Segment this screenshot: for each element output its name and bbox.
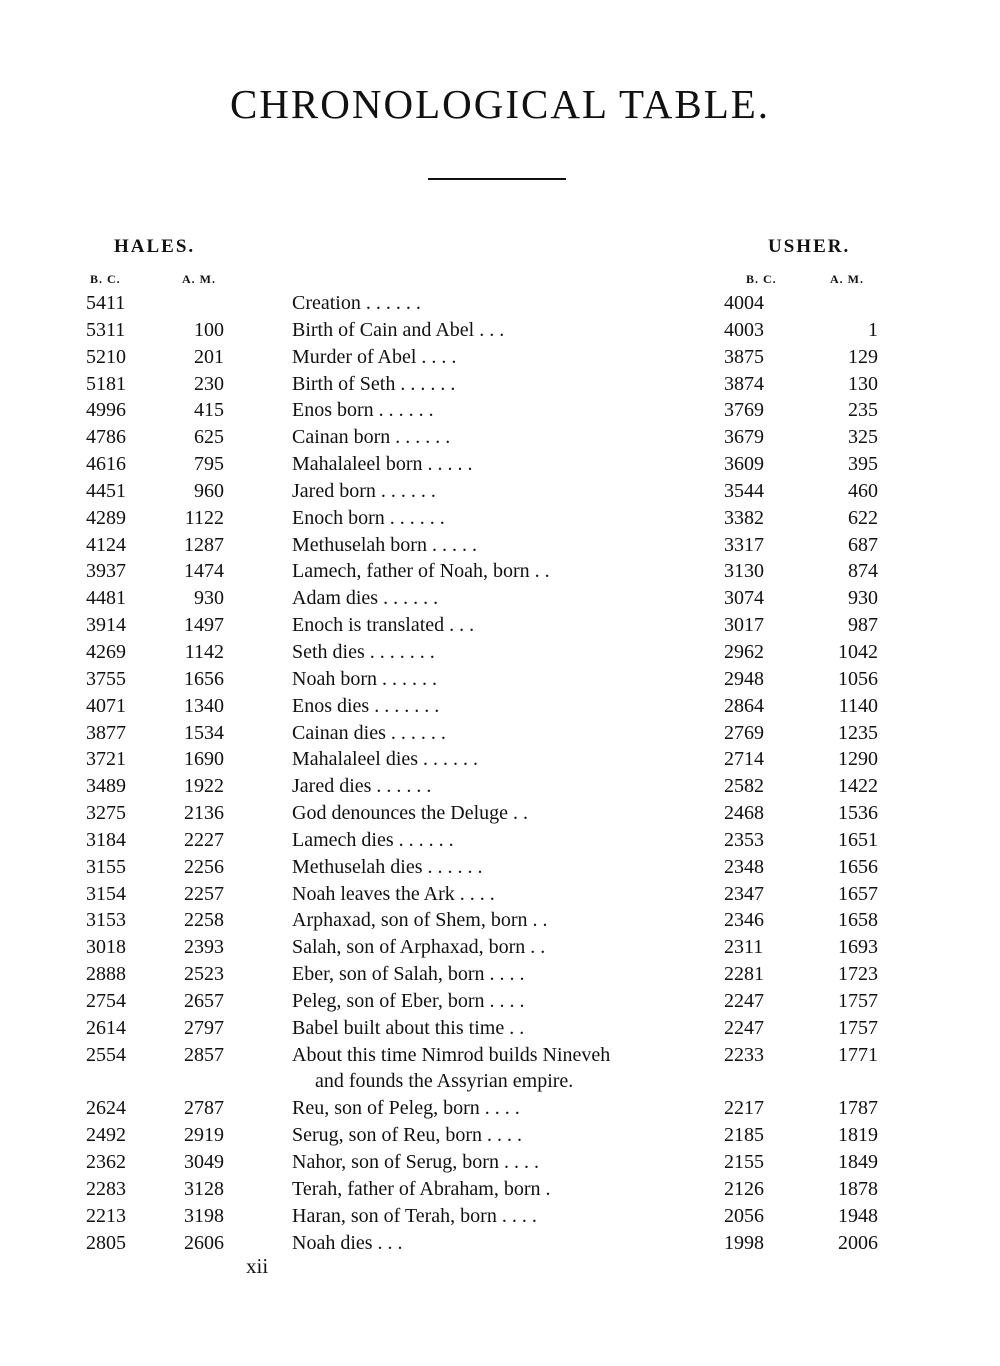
event-text: Nahor, son of Serug, born . . . . <box>292 1151 539 1173</box>
usher-am-header: A. M. <box>830 272 864 286</box>
usher-bc-cell: 3017 <box>724 614 764 637</box>
usher-am-cell: 1757 <box>838 989 878 1012</box>
hales-am-cell: 2136 <box>184 802 224 825</box>
hales-bc-cell: 3877 <box>86 721 126 744</box>
usher-bc-cell: 3382 <box>724 506 764 529</box>
usher-bc-cell: 2962 <box>724 640 764 663</box>
usher-am-cell: 130 <box>848 372 878 395</box>
table-row <box>0 934 1000 961</box>
table-row <box>0 505 1000 532</box>
hales-bc-cell: 3275 <box>86 802 126 825</box>
table-row <box>0 773 1000 800</box>
hales-am-cell: 1340 <box>184 694 224 717</box>
event-text: Jared born . . . . . . <box>292 479 436 502</box>
event-text: Birth of Cain and Abel . . . <box>292 318 505 341</box>
page-number: xii <box>246 1254 269 1278</box>
event-cell <box>292 1176 702 1203</box>
usher-am-cell: 1656 <box>838 855 878 878</box>
hales-am-cell: 2919 <box>184 1124 224 1147</box>
usher-bc-header: B. C. <box>746 272 777 286</box>
event-cell <box>292 639 702 666</box>
event-cell <box>292 585 702 612</box>
table-row <box>0 1122 1000 1149</box>
hales-bc-cell: 4481 <box>86 587 126 610</box>
hales-am-header: A. M. <box>182 272 216 286</box>
event-cell <box>292 1203 702 1230</box>
event-cell <box>292 371 702 398</box>
event-cell <box>292 478 702 505</box>
hales-am-cell: 3128 <box>184 1177 224 1200</box>
event-cell <box>292 720 702 747</box>
table-row <box>0 988 1000 1015</box>
event-text: Salah, son of Arphaxad, born . . <box>292 936 546 959</box>
usher-am-cell: 129 <box>848 345 878 368</box>
hales-bc-cell: 2805 <box>86 1231 126 1254</box>
usher-am-cell: 1849 <box>838 1151 878 1173</box>
table-row <box>0 639 1000 666</box>
event-text: Cainan born . . . . . . <box>292 426 451 449</box>
event-cell <box>292 317 702 344</box>
hales-bc-cell: 2888 <box>86 963 126 986</box>
usher-bc-cell: 2468 <box>724 802 764 825</box>
hales-heading: HALES. <box>114 236 196 257</box>
table-row <box>0 666 1000 693</box>
event-cell <box>292 934 702 961</box>
usher-bc-cell: 2864 <box>724 694 764 717</box>
usher-bc-cell: 3769 <box>724 399 764 422</box>
hales-am-cell: 2787 <box>184 1097 224 1120</box>
hales-bc-cell: 3489 <box>86 775 126 798</box>
hales-am-cell: 1922 <box>184 775 224 798</box>
usher-bc-cell: 3130 <box>724 560 764 583</box>
hales-bc-cell: 4124 <box>86 533 126 556</box>
event-text: Noah born . . . . . . <box>292 667 437 690</box>
usher-am-cell: 1042 <box>838 640 878 663</box>
usher-bc-cell: 3874 <box>724 372 764 395</box>
hales-bc-cell: 4996 <box>86 399 126 422</box>
table-row <box>0 1176 1000 1203</box>
event-text: Mahalaleel dies . . . . . . <box>292 748 479 771</box>
event-cell <box>292 1095 702 1122</box>
usher-bc-cell: 2185 <box>724 1124 764 1147</box>
usher-am-cell: 325 <box>848 426 878 449</box>
usher-am-cell: 1056 <box>838 667 878 690</box>
event-text: Enos dies . . . . . . . <box>292 694 440 717</box>
event-cell <box>292 344 702 371</box>
hales-bc-cell: 2614 <box>86 1016 126 1039</box>
usher-bc-cell: 2348 <box>724 855 764 878</box>
hales-am-cell: 1690 <box>184 748 224 771</box>
hales-am-cell: 2393 <box>184 936 224 959</box>
event-text: Cainan dies . . . . . . <box>292 721 446 744</box>
event-cell <box>292 881 702 908</box>
event-cell <box>292 693 702 720</box>
hales-am-cell: 2523 <box>184 963 224 986</box>
hales-am-cell: 2257 <box>184 882 224 905</box>
hales-bc-cell: 4616 <box>86 453 126 476</box>
usher-am-cell: 1819 <box>838 1124 878 1147</box>
usher-am-cell: 1651 <box>838 828 878 851</box>
chronology-table <box>0 290 1000 1256</box>
hales-bc-cell: 4071 <box>86 694 126 717</box>
table-row <box>0 478 1000 505</box>
table-row <box>0 424 1000 451</box>
event-cell <box>292 907 702 934</box>
hales-bc-cell: 2754 <box>86 989 126 1012</box>
table-row <box>0 720 1000 747</box>
usher-am-cell: 1657 <box>838 882 878 905</box>
event-cell <box>292 1230 702 1257</box>
event-text: Creation . . . . . . <box>292 292 421 314</box>
usher-am-cell: 2006 <box>838 1231 878 1254</box>
usher-am-cell: 1140 <box>838 694 878 717</box>
usher-am-cell: 622 <box>848 506 878 529</box>
hales-bc-cell: 3721 <box>86 748 126 771</box>
table-row <box>0 693 1000 720</box>
usher-am-cell: 235 <box>848 399 878 422</box>
table-row <box>0 451 1000 478</box>
hales-am-cell: 2657 <box>184 989 224 1012</box>
usher-am-cell: 1878 <box>838 1177 878 1200</box>
usher-bc-cell: 2233 <box>724 1043 764 1066</box>
hales-bc-cell: 4451 <box>86 479 126 502</box>
usher-am-cell: 1757 <box>838 1016 878 1039</box>
event-text: Methuselah dies . . . . . . <box>292 855 483 878</box>
event-cell <box>292 612 702 639</box>
table-row <box>0 746 1000 773</box>
hales-bc-cell: 2213 <box>86 1204 126 1227</box>
usher-am-cell: 1723 <box>838 963 878 986</box>
event-cell <box>292 988 702 1015</box>
event-text: Eber, son of Salah, born . . . . <box>292 963 525 986</box>
usher-bc-cell: 2714 <box>724 748 764 771</box>
event-text: Babel built about this time . . <box>292 1016 525 1039</box>
hales-am-cell: 1534 <box>184 721 224 744</box>
event-cell <box>292 505 702 532</box>
event-text: Lamech, father of Noah, born . . <box>292 560 550 583</box>
table-row <box>0 317 1000 344</box>
hales-bc-cell: 3155 <box>86 855 126 878</box>
hales-am-cell: 3198 <box>184 1204 224 1227</box>
usher-bc-cell: 2247 <box>724 989 764 1012</box>
hales-bc-cell: 3018 <box>86 936 126 959</box>
hales-am-cell: 930 <box>194 587 224 610</box>
hales-bc-cell: 2283 <box>86 1177 126 1200</box>
hales-am-cell: 960 <box>194 479 224 502</box>
hales-am-cell: 201 <box>194 345 224 368</box>
usher-am-cell: 987 <box>848 614 878 637</box>
usher-am-cell: 1290 <box>838 748 878 771</box>
usher-am-cell: 687 <box>848 533 878 556</box>
hales-bc-cell: 4786 <box>86 426 126 449</box>
usher-bc-cell: 2155 <box>724 1151 764 1173</box>
event-text: Haran, son of Terah, born . . . . <box>292 1204 537 1227</box>
hales-bc-cell: 5311 <box>86 318 126 341</box>
usher-bc-cell: 2126 <box>724 1177 764 1200</box>
event-cell <box>292 800 702 827</box>
hales-am-cell: 1497 <box>184 614 224 637</box>
table-row <box>0 397 1000 424</box>
hales-bc-cell: 4269 <box>86 640 126 663</box>
usher-bc-cell: 2582 <box>724 775 764 798</box>
event-cell <box>292 290 702 317</box>
hales-am-cell: 1656 <box>184 667 224 690</box>
usher-heading: USHER. <box>768 236 851 257</box>
hales-bc-cell: 2492 <box>86 1124 126 1147</box>
event-cell <box>292 854 702 881</box>
hales-am-cell: 415 <box>194 399 224 422</box>
hales-bc-cell: 2624 <box>86 1097 126 1120</box>
hales-am-cell: 1142 <box>184 640 224 663</box>
usher-bc-cell: 1998 <box>724 1231 764 1254</box>
hales-am-cell: 2857 <box>184 1043 224 1066</box>
usher-bc-cell: 2217 <box>724 1097 764 1120</box>
event-text: Reu, son of Peleg, born . . . . <box>292 1097 520 1120</box>
table-row <box>0 1042 1000 1096</box>
hales-am-cell: 2606 <box>184 1231 224 1254</box>
usher-bc-cell: 3875 <box>724 345 764 368</box>
table-row <box>0 612 1000 639</box>
usher-am-cell: 1235 <box>838 721 878 744</box>
hales-bc-cell: 4289 <box>86 506 126 529</box>
usher-am-cell: 460 <box>848 479 878 502</box>
table-row <box>0 585 1000 612</box>
event-cell <box>292 666 702 693</box>
table-row <box>0 290 1000 317</box>
event-text: Enoch born . . . . . . <box>292 506 445 529</box>
hales-bc-cell: 5181 <box>86 372 126 395</box>
table-row <box>0 532 1000 559</box>
event-text: Arphaxad, son of Shem, born . . <box>292 909 548 932</box>
event-text: Adam dies . . . . . . <box>292 587 439 610</box>
hales-am-cell: 2797 <box>184 1016 224 1039</box>
hales-am-cell: 230 <box>194 372 224 395</box>
usher-am-cell: 395 <box>848 453 878 476</box>
usher-bc-cell: 2346 <box>724 909 764 932</box>
usher-bc-cell: 2769 <box>724 721 764 744</box>
event-cell <box>292 746 702 773</box>
event-text: Murder of Abel . . . . <box>292 345 457 368</box>
event-text: Terah, father of Abraham, born . <box>292 1177 551 1200</box>
table-row <box>0 1230 1000 1257</box>
usher-bc-cell: 2311 <box>724 936 764 959</box>
hales-bc-cell: 3755 <box>86 667 126 690</box>
event-continuation: and founds the Assyrian empire. <box>315 1070 574 1093</box>
usher-bc-cell: 3074 <box>724 587 764 610</box>
event-cell <box>292 424 702 451</box>
hales-bc-cell: 3153 <box>86 909 126 932</box>
event-text: Peleg, son of Eber, born . . . . <box>292 989 525 1012</box>
hales-bc-cell: 2362 <box>86 1151 126 1173</box>
usher-bc-cell: 4004 <box>724 292 764 314</box>
event-text: Mahalaleel born . . . . . <box>292 453 473 476</box>
table-row <box>0 1015 1000 1042</box>
usher-am-cell: 1693 <box>838 936 878 959</box>
usher-am-cell: 1771 <box>838 1043 878 1066</box>
event-cell <box>292 397 702 424</box>
table-row <box>0 961 1000 988</box>
table-row <box>0 1095 1000 1122</box>
event-cell <box>292 961 702 988</box>
event-text: Noah leaves the Ark . . . . <box>292 882 495 905</box>
usher-bc-cell: 2347 <box>724 882 764 905</box>
event-cell <box>292 532 702 559</box>
table-row <box>0 1149 1000 1176</box>
usher-am-cell: 1658 <box>838 909 878 932</box>
hales-bc-cell: 5210 <box>86 345 126 368</box>
hales-am-cell: 625 <box>194 426 224 449</box>
hales-am-cell: 2258 <box>184 909 224 932</box>
table-row <box>0 881 1000 908</box>
event-text: Enoch is translated . . . <box>292 614 475 637</box>
event-text: God denounces the Deluge . . <box>292 802 529 825</box>
usher-am-cell: 874 <box>848 560 878 583</box>
usher-bc-cell: 2056 <box>724 1204 764 1227</box>
event-cell <box>292 1149 702 1176</box>
hales-bc-cell: 3937 <box>86 560 126 583</box>
usher-bc-cell: 2247 <box>724 1016 764 1039</box>
hales-bc-cell: 3154 <box>86 882 126 905</box>
usher-am-cell: 1 <box>868 318 878 341</box>
event-text: Jared dies . . . . . . <box>292 775 432 798</box>
table-row <box>0 854 1000 881</box>
page-title: CHRONOLOGICAL TABLE. <box>229 81 771 127</box>
table-row <box>0 800 1000 827</box>
hales-bc-cell: 2554 <box>86 1043 126 1066</box>
table-row <box>0 1203 1000 1230</box>
hales-am-cell: 1122 <box>184 506 224 529</box>
event-text: Seth dies . . . . . . . <box>292 640 435 663</box>
event-cell <box>292 1015 702 1042</box>
hales-bc-header: B. C. <box>90 272 121 286</box>
hales-am-cell: 1287 <box>184 533 224 556</box>
usher-am-cell: 930 <box>848 587 878 610</box>
table-row <box>0 344 1000 371</box>
table-row <box>0 907 1000 934</box>
usher-am-cell: 1948 <box>838 1204 878 1227</box>
hales-am-cell: 1474 <box>184 560 224 583</box>
event-cell <box>292 1122 702 1149</box>
hales-am-cell: 3049 <box>184 1151 224 1173</box>
usher-bc-cell: 2353 <box>724 828 764 851</box>
event-text: Serug, son of Reu, born . . . . <box>292 1124 522 1147</box>
usher-bc-cell: 3544 <box>724 479 764 502</box>
usher-bc-cell: 3609 <box>724 453 764 476</box>
usher-am-cell: 1536 <box>838 802 878 825</box>
event-cell <box>292 1042 702 1096</box>
hales-bc-cell: 3914 <box>86 614 126 637</box>
event-text: Noah dies . . . <box>292 1231 403 1254</box>
hales-bc-cell: 5411 <box>86 292 126 314</box>
usher-am-cell: 1422 <box>838 775 878 798</box>
hales-am-cell: 2256 <box>184 855 224 878</box>
event-text: Enos born . . . . . . <box>292 399 434 422</box>
event-text: Birth of Seth . . . . . . <box>292 372 456 395</box>
table-row <box>0 371 1000 398</box>
event-cell <box>292 451 702 478</box>
hales-bc-cell: 3184 <box>86 828 126 851</box>
table-row <box>0 827 1000 854</box>
event-text: About this time Nimrod builds Nineveh <box>292 1043 611 1066</box>
event-text: Methuselah born . . . . . <box>292 533 477 556</box>
event-cell <box>292 827 702 854</box>
table-row <box>0 558 1000 585</box>
event-text: Lamech dies . . . . . . <box>292 828 454 851</box>
hales-am-cell: 795 <box>194 453 224 476</box>
hales-am-cell: 2227 <box>184 828 224 851</box>
usher-am-cell: 1787 <box>838 1097 878 1120</box>
usher-bc-cell: 4003 <box>724 318 764 341</box>
usher-bc-cell: 3317 <box>724 533 764 556</box>
event-cell <box>292 773 702 800</box>
usher-bc-cell: 2281 <box>724 963 764 986</box>
usher-bc-cell: 2948 <box>724 667 764 690</box>
event-cell <box>292 558 702 585</box>
hales-am-cell: 100 <box>194 318 224 341</box>
title-rule <box>428 178 566 180</box>
usher-bc-cell: 3679 <box>724 426 764 449</box>
